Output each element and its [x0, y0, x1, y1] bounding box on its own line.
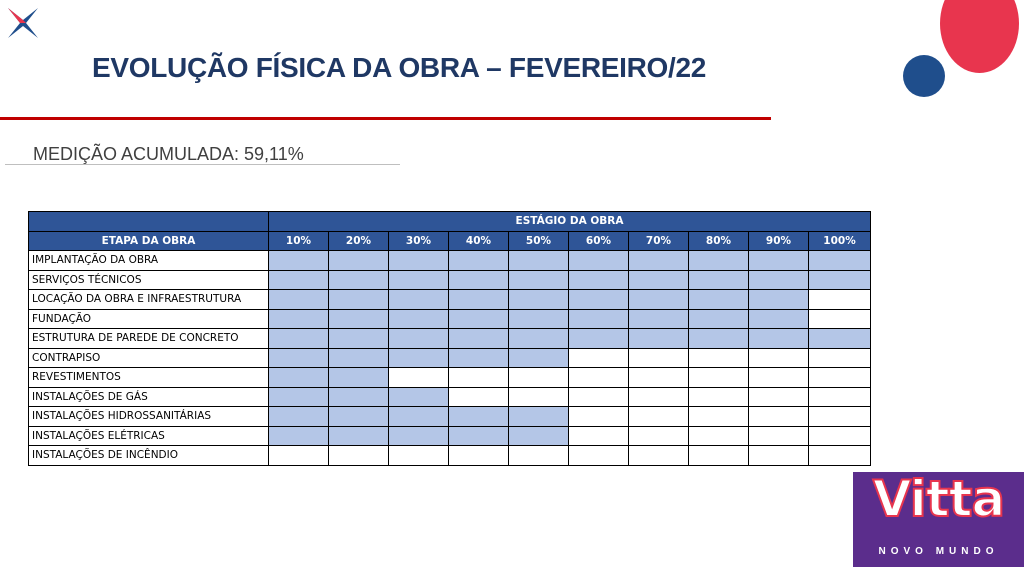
- progress-cell-empty: [449, 387, 509, 407]
- progress-cell-filled: [569, 270, 629, 290]
- percent-column-header: 60%: [569, 231, 629, 251]
- table-row: [29, 368, 871, 388]
- progress-cell-filled: [389, 329, 449, 349]
- progress-cell-filled: [449, 290, 509, 310]
- progress-cell-filled: [269, 407, 329, 427]
- progress-cell-filled: [809, 329, 871, 349]
- progress-cell-filled: [449, 251, 509, 271]
- accumulated-measurement: MEDIÇÃO ACUMULADA: 59,11%: [33, 144, 304, 164]
- progress-cell-empty: [569, 407, 629, 427]
- progress-cell-empty: [569, 426, 629, 446]
- progress-cell-filled: [269, 251, 329, 271]
- percent-column-header: 30%: [389, 231, 449, 251]
- progress-cell-empty: [689, 368, 749, 388]
- progress-cell-filled: [749, 290, 809, 310]
- percent-column-header: 100%: [809, 231, 871, 251]
- progress-cell-filled: [449, 329, 509, 349]
- progress-cell-empty: [689, 446, 749, 466]
- progress-cell-empty: [809, 387, 871, 407]
- progress-cell-filled: [509, 251, 569, 271]
- stage-name: FUNDAÇÃO: [29, 309, 269, 329]
- progress-cell-filled: [389, 387, 449, 407]
- progress-cell-filled: [809, 270, 871, 290]
- table-row: [29, 426, 871, 446]
- progress-cell-filled: [389, 348, 449, 368]
- progress-cell-empty: [689, 407, 749, 427]
- progress-cell-filled: [329, 407, 389, 427]
- progress-cell-empty: [329, 446, 389, 466]
- progress-cell-empty: [509, 446, 569, 466]
- progress-cell-filled: [629, 290, 689, 310]
- progress-cell-empty: [389, 368, 449, 388]
- percent-column-header: 70%: [629, 231, 689, 251]
- progress-cell-empty: [809, 426, 871, 446]
- progress-cell-filled: [449, 407, 509, 427]
- table-row: [29, 446, 871, 466]
- table-row: [29, 290, 871, 310]
- progress-cell-filled: [689, 251, 749, 271]
- progress-cell-filled: [329, 251, 389, 271]
- stage-name: INSTALAÇÕES ELÉTRICAS: [29, 426, 269, 446]
- progress-cell-filled: [269, 387, 329, 407]
- progress-cell-empty: [809, 309, 871, 329]
- progress-cell-filled: [389, 407, 449, 427]
- progress-cell-filled: [329, 270, 389, 290]
- progress-cell-empty: [629, 348, 689, 368]
- progress-cell-empty: [629, 368, 689, 388]
- progress-cell-empty: [449, 446, 509, 466]
- progress-cell-empty: [629, 426, 689, 446]
- progress-cell-filled: [389, 270, 449, 290]
- progress-cell-filled: [809, 251, 871, 271]
- progress-cell-filled: [749, 270, 809, 290]
- stage-name: SERVIÇOS TÉCNICOS: [29, 270, 269, 290]
- percent-column-header: 80%: [689, 231, 749, 251]
- progress-cell-filled: [509, 290, 569, 310]
- progress-cell-filled: [509, 329, 569, 349]
- table-row: [29, 329, 871, 349]
- table-row: [29, 348, 871, 368]
- progress-cell-filled: [509, 407, 569, 427]
- company-logo-icon: [6, 6, 40, 40]
- stage-name: INSTALAÇÕES HIDROSSANITÁRIAS: [29, 407, 269, 427]
- progress-cell-empty: [749, 387, 809, 407]
- progress-cell-empty: [689, 387, 749, 407]
- table-row: [29, 387, 871, 407]
- progress-cell-empty: [449, 368, 509, 388]
- progress-cell-empty: [809, 368, 871, 388]
- title-divider: [0, 117, 771, 120]
- brand-logo: [853, 472, 1024, 567]
- progress-cell-filled: [749, 329, 809, 349]
- progress-cell-filled: [449, 426, 509, 446]
- stage-column-header: ETAPA DA OBRA: [29, 231, 269, 251]
- stage-name: INSTALAÇÕES DE INCÊNDIO: [29, 446, 269, 466]
- progress-cell-empty: [569, 368, 629, 388]
- progress-cell-filled: [389, 290, 449, 310]
- progress-cell-filled: [749, 309, 809, 329]
- progress-cell-empty: [569, 446, 629, 466]
- progress-cell-filled: [569, 329, 629, 349]
- progress-cell-filled: [449, 309, 509, 329]
- progress-table: [28, 211, 871, 466]
- progress-cell-filled: [449, 348, 509, 368]
- table-group-header: ESTÁGIO DA OBRA: [269, 212, 871, 232]
- progress-cell-empty: [689, 348, 749, 368]
- progress-cell-empty: [749, 446, 809, 466]
- progress-cell-empty: [509, 368, 569, 388]
- progress-cell-empty: [629, 387, 689, 407]
- progress-cell-filled: [689, 290, 749, 310]
- progress-cell-filled: [449, 270, 509, 290]
- table-row: [29, 407, 871, 427]
- table-row: [29, 270, 871, 290]
- progress-cell-filled: [509, 309, 569, 329]
- progress-cell-empty: [809, 446, 871, 466]
- progress-cell-filled: [629, 251, 689, 271]
- progress-cell-empty: [809, 348, 871, 368]
- progress-cell-filled: [269, 348, 329, 368]
- stage-name: INSTALAÇÕES DE GÁS: [29, 387, 269, 407]
- percent-column-header: 90%: [749, 231, 809, 251]
- progress-cell-empty: [569, 387, 629, 407]
- progress-cell-filled: [629, 309, 689, 329]
- progress-cell-filled: [569, 309, 629, 329]
- progress-cell-filled: [269, 426, 329, 446]
- progress-cell-filled: [329, 329, 389, 349]
- progress-cell-filled: [269, 270, 329, 290]
- percent-column-header: 50%: [509, 231, 569, 251]
- progress-cell-filled: [269, 309, 329, 329]
- progress-cell-filled: [629, 270, 689, 290]
- progress-cell-filled: [389, 251, 449, 271]
- progress-cell-filled: [329, 387, 389, 407]
- progress-cell-empty: [269, 446, 329, 466]
- progress-cell-empty: [629, 446, 689, 466]
- progress-cell-empty: [689, 426, 749, 446]
- table-row: [29, 309, 871, 329]
- progress-cell-empty: [749, 407, 809, 427]
- percent-column-header: 20%: [329, 231, 389, 251]
- progress-cell-empty: [389, 446, 449, 466]
- stage-name: REVESTIMENTOS: [29, 368, 269, 388]
- progress-cell-empty: [809, 290, 871, 310]
- table-group-header-spacer: [29, 212, 269, 232]
- progress-cell-filled: [389, 309, 449, 329]
- measurement-underline: [5, 164, 400, 165]
- percent-column-header: 40%: [449, 231, 509, 251]
- decorative-blue-circle: [903, 55, 945, 97]
- progress-cell-empty: [749, 348, 809, 368]
- progress-cell-filled: [569, 290, 629, 310]
- stage-name: LOCAÇÃO DA OBRA E INFRAESTRUTURA: [29, 290, 269, 310]
- progress-cell-filled: [629, 329, 689, 349]
- progress-cell-filled: [689, 270, 749, 290]
- progress-cell-empty: [809, 407, 871, 427]
- progress-cell-filled: [389, 426, 449, 446]
- progress-cell-filled: [329, 290, 389, 310]
- brand-subtitle: NOVO MUNDO: [878, 546, 999, 557]
- progress-cell-filled: [329, 368, 389, 388]
- progress-cell-filled: [329, 309, 389, 329]
- progress-cell-filled: [509, 270, 569, 290]
- stage-name: CONTRAPISO: [29, 348, 269, 368]
- progress-cell-empty: [509, 387, 569, 407]
- progress-cell-filled: [269, 329, 329, 349]
- progress-cell-empty: [749, 368, 809, 388]
- progress-cell-empty: [629, 407, 689, 427]
- progress-cell-filled: [269, 290, 329, 310]
- progress-cell-filled: [689, 309, 749, 329]
- progress-cell-filled: [509, 348, 569, 368]
- brand-name: Vitta: [872, 472, 1005, 528]
- progress-cell-empty: [749, 426, 809, 446]
- progress-cell-filled: [749, 251, 809, 271]
- progress-cell-filled: [329, 348, 389, 368]
- page-title: EVOLUÇÃO FÍSICA DA OBRA – FEVEREIRO/22: [92, 52, 707, 83]
- stage-name: ESTRUTURA DE PAREDE DE CONCRETO: [29, 329, 269, 349]
- progress-cell-filled: [689, 329, 749, 349]
- percent-column-header: 10%: [269, 231, 329, 251]
- decorative-red-circle: [940, 0, 1019, 73]
- progress-cell-filled: [269, 368, 329, 388]
- progress-cell-filled: [569, 251, 629, 271]
- progress-cell-filled: [329, 426, 389, 446]
- progress-cell-filled: [509, 426, 569, 446]
- stage-name: IMPLANTAÇÃO DA OBRA: [29, 251, 269, 271]
- table-row: [29, 251, 871, 271]
- progress-cell-empty: [569, 348, 629, 368]
